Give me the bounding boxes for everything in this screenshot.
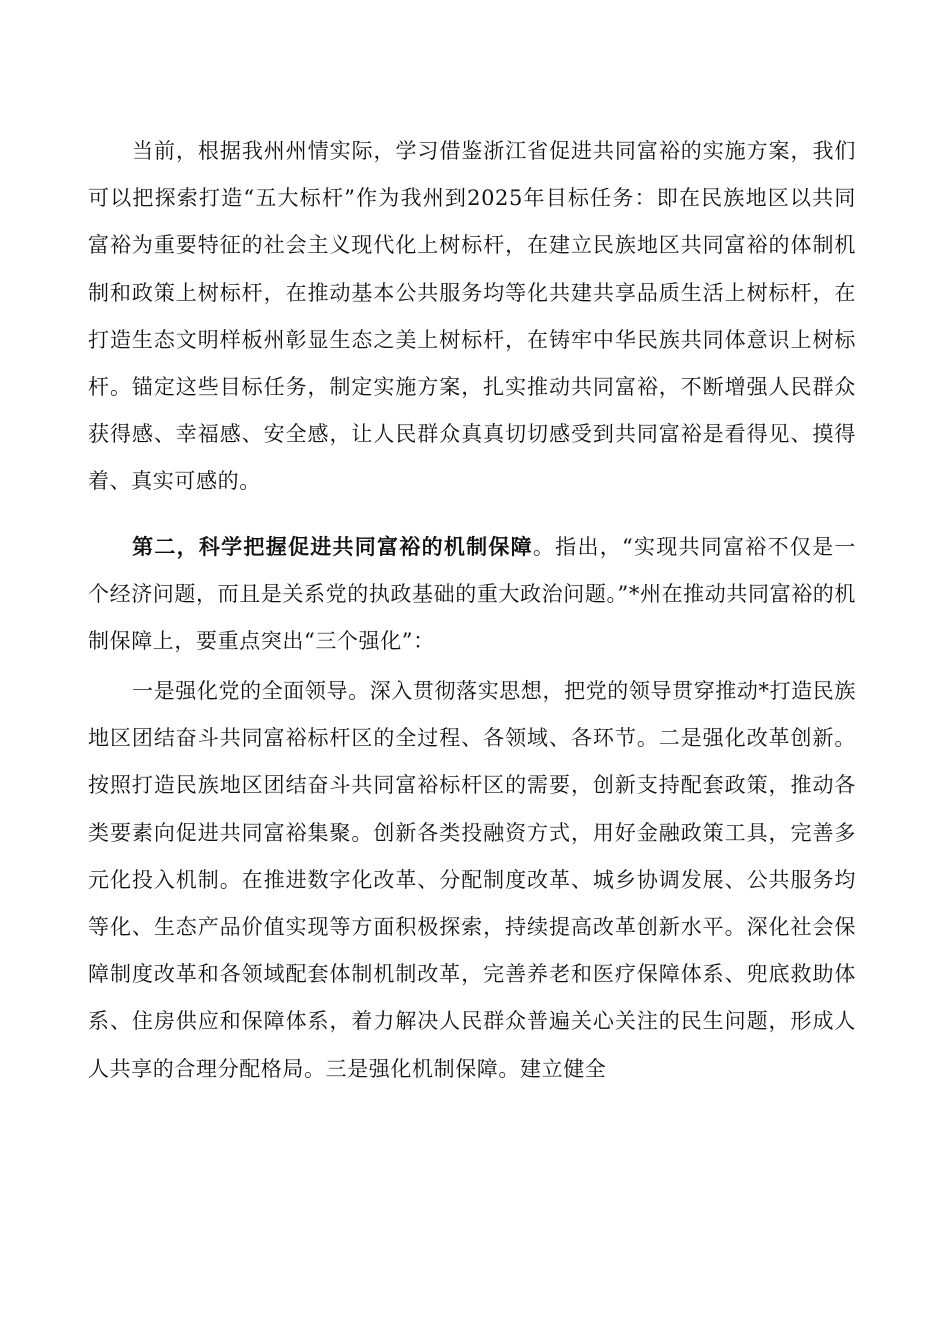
paragraph-three-strengthenings: 一是强化党的全面领导。深入贯彻落实思想，把党的领导贯穿推动*打造民族地区团结奋斗共同富裕标杆区的全过程、各领域、各环节。二是强化改革创新。按照打造民族地区团结奋斗共同富裕标杆区的需要，创新支持配套政策，推动各类要素向促进共同富裕集聚。创新各类投融资方式，用好金融政策工具，完善多元化投入机制。在推进数字化改革、分配制度改革、城乡协调发展、公共服务均等化、生态产品价值实现等方面积极探索，持续提高改革创新水平。深化社会保障制度改革和各领域配套体制机制改革，完善养老和医疗保障体系、兜底救助体系、住房供应和保障体系，着力解决人民群众普遍关心关注的民生问题，形成人人共享的合理分配格局。三是强化机制保障。建立健全 (88, 679, 856, 1081)
paragraph-targets: 当前，根据我州州情实际，学习借鉴浙江省促进共同富裕的实施方案，我们可以把探索打造“五大标杆”作为我州到2025年目标任务：即在民族地区以共同富裕为重要特征的社会主义现代化上树标杆，在建立民族地区共同富裕的体制机制和政策上树标杆，在推动基本公共服务均等化共建共享品质生活上树标杆，在打造生态文明样板州彰显生态之美上树标杆，在铸牢中华民族共同体意识上树标杆。锚定这些目标任务，制定实施方案，扎实推动共同富裕，不断增强人民群众获得感、幸福感、安全感，让人民群众真真切切感受到共同富裕是看得见、摸得着、真实可感的。 (88, 139, 856, 494)
paragraph-body: 。指出，“实现共同富裕不仅是一个经济问题，而且是关系党的执政基础的重大政治问题。”*州在推动共同富裕的机制保障上，要重点突出“三个强化”： (88, 535, 856, 654)
paragraph-mechanism-guarantee (88, 524, 856, 666)
section-heading-inline: 第二，科学把握促进共同富裕的机制保障 (132, 535, 533, 559)
